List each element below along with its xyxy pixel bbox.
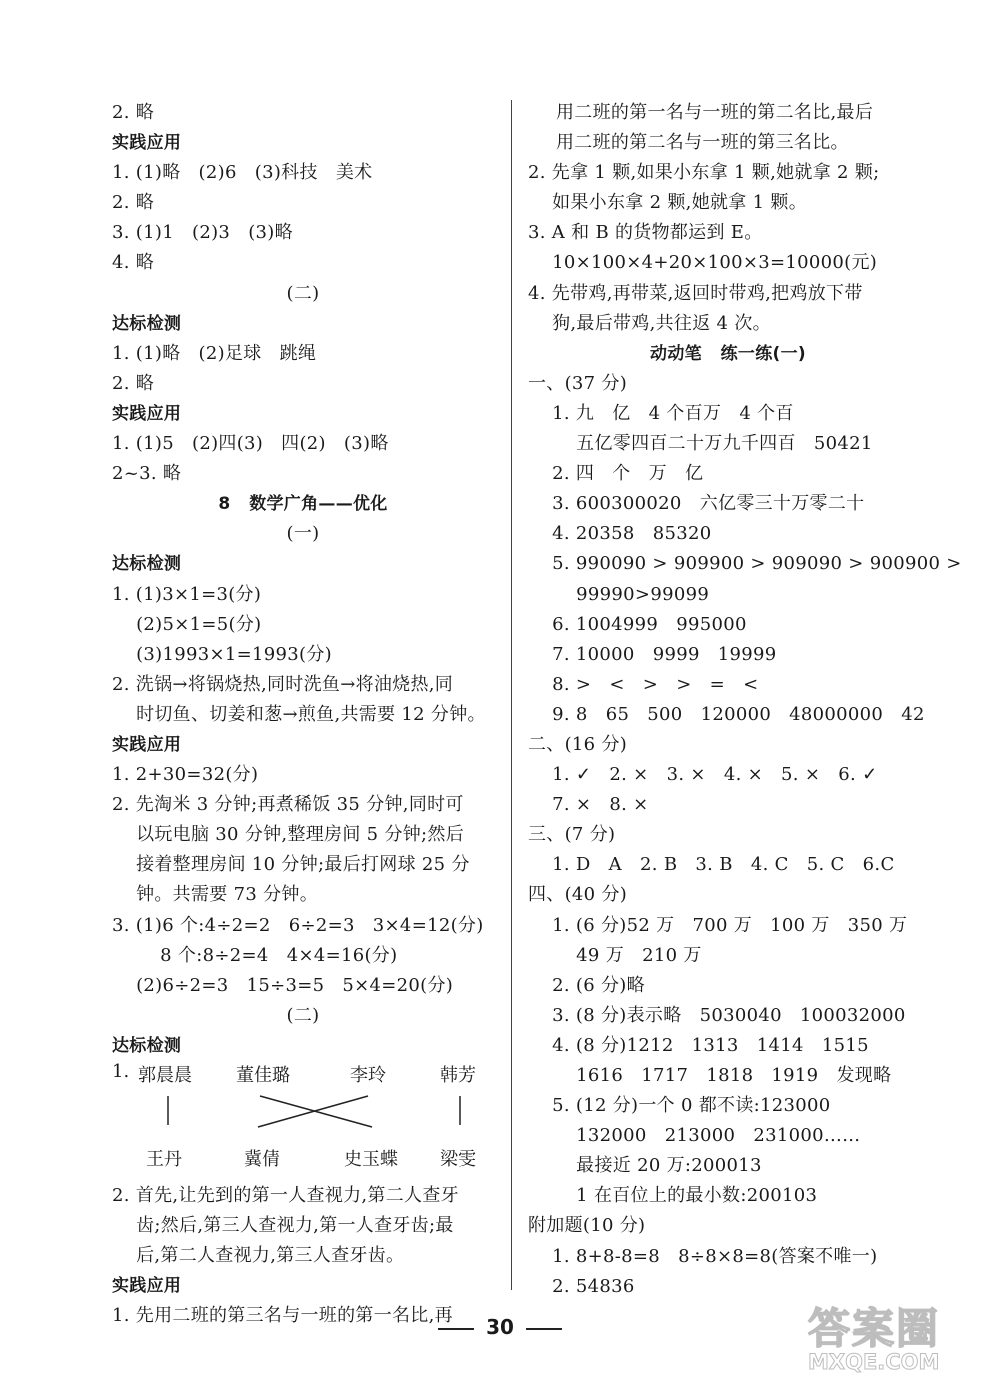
text-line: 1. (1)略 (2)足球 跳绳 (112, 342, 317, 364)
text-line: 2. 略 (112, 372, 155, 394)
text-line: 齿;然后,第三人查视力,第一人查牙齿;最 (112, 1215, 454, 1237)
text-line: (2)6÷2=3 15÷3=5 5×4=20(分) (112, 974, 454, 996)
text-line: 1616 1717 1818 1919 发现略 (528, 1065, 892, 1086)
text-line: 接着整理房间 10 分钟;最后打网球 25 分 (112, 854, 470, 876)
watermark-logo (808, 1296, 983, 1376)
text-line: 1. 九 亿 4 个百万 4 个百 (528, 402, 794, 424)
match-bottom-2: 冀倩 (244, 1149, 280, 1170)
left-column (112, 98, 494, 1331)
page-dash-left (438, 1328, 474, 1330)
text-line: 4. 略 (112, 252, 155, 274)
text-line: 实践应用 (112, 1276, 182, 1297)
text-line: 1. (1)5 (2)四(3) 四(2) (3)略 (112, 433, 389, 455)
text-line: 2. (6 分)略 (528, 974, 645, 996)
text-line: 2. 首先,让先到的第一人查视力,第二人查牙 (112, 1185, 459, 1206)
text-line: 二、(16 分) (528, 733, 628, 755)
text-line: 达标检测 (112, 313, 182, 334)
text-line: 如果小东拿 2 颗,她就拿 1 颗。 (528, 192, 807, 214)
text-line: 5. 990090 > 909900 > 909090 > 900900 > (528, 553, 962, 575)
text-line: 三、(7 分) (528, 824, 616, 846)
text-line: 8 个:8÷2=4 4×4=16(分) (112, 944, 398, 966)
text-line: 9. 8 65 500 120000 48000000 42 (528, 703, 925, 725)
text-line: 1. D A 2. B 3. B 4. C 5. C 6.C (528, 854, 895, 876)
text-line: (2)5×1=5(分) (112, 613, 262, 635)
text-line: 3. (1)1 (2)3 (3)略 (112, 222, 293, 244)
text-line: 1. (6 分)52 万 700 万 100 万 350 万 (528, 914, 908, 936)
text-line: 1. (1)3×1=3(分) (112, 583, 262, 605)
text-line: 一、(37 分) (528, 372, 628, 394)
text-line: 8. > < > > = < (528, 673, 759, 695)
text-line: 达标检测 (112, 554, 182, 575)
text-line: 4. 先带鸡,再带菜,返回时带鸡,把鸡放下带 (528, 282, 863, 304)
match-number: 1. (112, 1061, 130, 1082)
text-line: (3)1993×1=1993(分) (112, 643, 332, 665)
text-line: 7. × 8. × (528, 794, 649, 816)
text-line: 132000 213000 231000…… (528, 1125, 861, 1147)
page-number-text: 30 (486, 1315, 514, 1339)
text-line: 7. 10000 9999 19999 (528, 643, 777, 665)
text-line: 5. (12 分)一个 0 都不读:123000 (528, 1095, 831, 1117)
text-line: 2. 先淘米 3 分钟;再煮稀饭 35 分钟,同时可 (112, 794, 464, 816)
text-line: 1 在百位上的最小数:200103 (528, 1185, 818, 1207)
watermark-text: 答案圈 (808, 1304, 941, 1353)
text-line: 实践应用 (112, 133, 182, 154)
text-line: 最接近 20 万:200013 (528, 1155, 762, 1177)
text-line: 附加题(10 分) (528, 1215, 646, 1237)
text-line: (二) (286, 1004, 320, 1026)
text-line: 2. 洗锅→将锅烧热,同时洗鱼→将油烧热,同 (112, 673, 454, 695)
text-line: 6. 1004999 995000 (528, 613, 747, 635)
match-top-2: 董佳璐 (236, 1065, 290, 1086)
text-line: 2. 先拿 1 颗,如果小东拿 1 颗,她就拿 2 颗; (528, 162, 880, 184)
text-line: 3. 600300020 六亿零三十万零二十 (528, 493, 865, 515)
text-line: 8 数学广角——优化 (218, 494, 388, 515)
column-divider (511, 100, 512, 1290)
text-line: 后,第二人查视力,第三人查牙齿。 (112, 1245, 405, 1267)
match-bottom-1: 王丹 (146, 1149, 182, 1170)
text-line: 1. 2+30=32(分) (112, 764, 259, 786)
match-top-3: 李玲 (350, 1065, 386, 1086)
text-line: 4. (8 分)1212 1313 1414 1515 (528, 1034, 869, 1056)
right-column (528, 98, 962, 1302)
text-line: 2. 四 个 万 亿 (528, 463, 704, 485)
text-line: 以玩电脑 30 分钟,整理房间 5 分钟;然后 (112, 824, 465, 846)
text-line: 2. 略 (112, 102, 155, 123)
text-line: 4. 20358 85320 (528, 523, 712, 545)
text-line: 1. 先用二班的第三名与一班的第一名比,再 (112, 1305, 453, 1327)
text-line: 1. (1)略 (2)6 (3)科技 美术 (112, 162, 373, 184)
text-line: 3. A 和 B 的货物都运到 E。 (528, 222, 763, 244)
text-line: 四、(40 分) (528, 884, 628, 906)
text-line: 动动笔 练一练(一) (650, 343, 806, 364)
text-line: 1. 8+8-8=8 8÷8×8=8(答案不唯一) (528, 1245, 878, 1267)
match-bottom-3: 史玉蝶 (344, 1149, 398, 1170)
text-line: 2. 54836 (528, 1275, 635, 1297)
text-line: 钟。共需要 73 分钟。 (112, 884, 319, 906)
text-line: 实践应用 (112, 403, 182, 424)
text-line: 3. (1)6 个:4÷2=2 6÷2=3 3×4=12(分) (112, 914, 484, 936)
text-line: (二) (286, 282, 320, 304)
page-dash-right (526, 1328, 562, 1330)
match-top-1: 郭晨晨 (138, 1065, 192, 1086)
text-line: 实践应用 (112, 734, 182, 755)
text-line: 狗,最后带鸡,共往返 4 次。 (528, 312, 771, 334)
match-top-4: 韩芳 (440, 1065, 476, 1086)
watermark-url: MXQE.COM (808, 1350, 940, 1374)
text-line: 用二班的第一名与一班的第二名比,最后 (556, 102, 874, 123)
text-line: 五亿零四百二十万九千四百 50421 (528, 433, 873, 455)
text-line: 49 万 210 万 (528, 944, 702, 966)
text-line: 时切鱼、切姜和葱→煎鱼,共需要 12 分钟。 (112, 703, 486, 725)
match-bottom-4: 梁雯 (440, 1149, 476, 1170)
matching-diagram (112, 1061, 494, 1181)
text-line: 2. 略 (112, 192, 155, 214)
text-line: 1. ✓ 2. × 3. × 4. × 5. × 6. ✓ (528, 764, 878, 786)
text-line: 99990>99099 (528, 583, 710, 605)
text-line: 达标检测 (112, 1035, 182, 1056)
text-line: 2~3. 略 (112, 463, 182, 485)
text-line: 用二班的第二名与一班的第三名比。 (556, 132, 849, 154)
text-line: 10×100×4+20×100×3=10000(元) (528, 252, 878, 274)
text-line: 3. (8 分)表示略 5030040 100032000 (528, 1004, 906, 1026)
text-line: (一) (286, 523, 320, 545)
